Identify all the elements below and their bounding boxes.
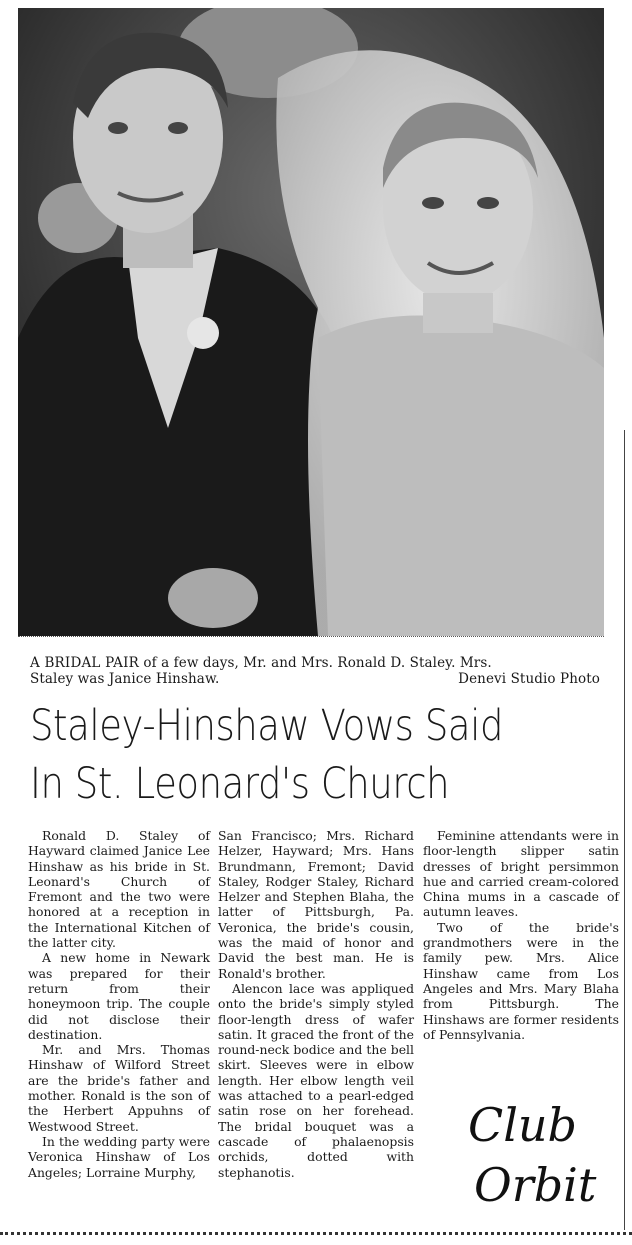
paragraph: Alencon lace was appliqued onto the bride's simply styled floor-length dress of wafer satin. It graced the front of the round-neck bodice and the bell skirt. Sleeves were in elbow length. Her elbow length veil was attached to a pearl-edged satin rose on her forehead. The bridal bouquet was a cascade of phalaenopsis orchids, dotted with stephanotis. xyxy=(218,980,414,1180)
headline xyxy=(30,697,529,813)
paragraph: San Francisco; Mrs. Richard Helzer, Hayward; Mrs. Hans Brundmann, Fremont; David Staley, Rodger Staley, Richard Helzer and Stephen Blaha, the latter of Pittsburgh, Pa. Veronica, the bride's cousin, was the maid of honor and David the best man. He is Ronald's brother. xyxy=(218,828,414,981)
article-column-3 xyxy=(423,828,619,1042)
paragraph: Feminine attendants were in floor-length slipper satin dresses of bright persimmon hue and carried cream-colored China mums in a cascade of autumn leaves. xyxy=(423,828,619,920)
headline-line-2: In St. Leonard's Church xyxy=(30,759,450,809)
club-orbit-heading xyxy=(462,1095,602,1215)
club-word: Club xyxy=(468,1098,577,1152)
orbit-word: Orbit xyxy=(474,1158,597,1212)
caption-lead: A BRIDAL PAIR xyxy=(30,655,139,671)
caption-line-2 xyxy=(30,671,600,687)
headline-line-1: Staley-Hinshaw Vows Said xyxy=(30,701,504,751)
column-rule xyxy=(624,430,625,1230)
photo-border xyxy=(18,636,604,639)
paragraph: Two of the bride's grandmothers were in the family pew. Mrs. Alice Hinshaw came from Los Angeles and Mrs. Mary Blaha from Pittsburgh. The Hinshaws are former residents of Pennsylvania. xyxy=(423,919,619,1042)
photo-caption xyxy=(30,655,600,687)
paragraph: Mr. and Mrs. Thomas Hinshaw of Wilford Street are the bride's father and mother. Ronald is the son of the Herbert Appuhns of Westwood Street. xyxy=(28,1042,210,1134)
dotted-separator xyxy=(0,1232,632,1241)
caption-text-2: Staley was Janice Hinshaw. xyxy=(30,671,220,687)
photo-credit: Denevi Studio Photo xyxy=(458,671,600,687)
article-column-2 xyxy=(218,828,414,1180)
article-column-1 xyxy=(28,828,210,1180)
wedding-photo xyxy=(18,8,604,636)
paragraph: A new home in Newark was prepared for their return from their honeymoon trip. The couple did not disclose their destination. xyxy=(28,950,210,1042)
caption-line-1 xyxy=(30,655,600,671)
paragraph: In the wedding party were Veronica Hinshaw of Los Angeles; Lorraine Murphy, xyxy=(28,1133,210,1180)
paragraph: Ronald D. Staley of Hayward claimed Janice Lee Hinshaw as his bride in St. Leonard's Church of Fremont and the two were honored at a reception in the International Kitchen of the latter city. xyxy=(28,828,210,951)
caption-text-1: of a few days, Mr. and Mrs. Ronald D. Staley. Mrs. xyxy=(138,655,492,671)
wedding-photo-image xyxy=(18,8,604,636)
